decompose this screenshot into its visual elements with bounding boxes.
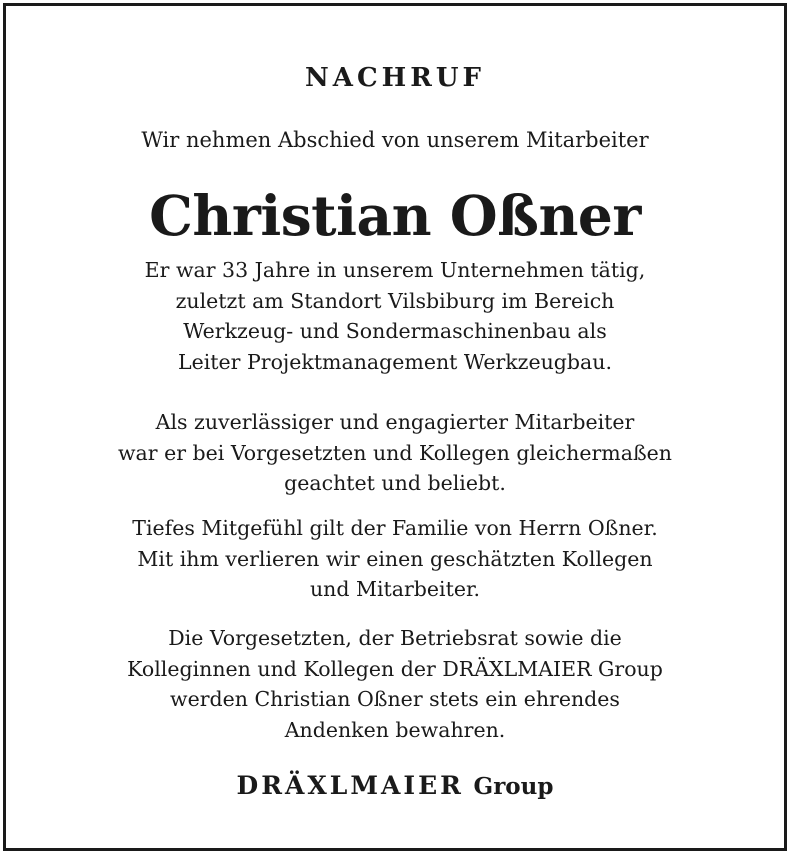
paragraph-line: Kolleginnen und Kollegen der DRÄXLMAIER Group — [127, 656, 663, 681]
obituary-frame — [3, 3, 787, 851]
paragraph-line: Als zuverlässiger und engagierter Mitarbeiter — [155, 410, 635, 434]
paragraph-line: Tiefes Mitgefühl gilt der Familie von Herrn Oßner. — [132, 516, 658, 540]
paragraph-line: Die Vorgesetzten, der Betriebsrat sowie die — [168, 626, 622, 650]
paragraph-line: Leiter Projektmanagement Werkzeugbau. — [177, 349, 612, 374]
company-signature — [6, 766, 784, 809]
deceased-name: Christian Oßner — [149, 183, 641, 248]
paragraph-character — [6, 407, 784, 499]
intro-text: Wir nehmen Abschied von unserem Mitarbeiter — [141, 128, 649, 152]
paragraph-line: und Mitarbeiter. — [309, 577, 481, 601]
paragraph-line: Er war 33 Jahre in unserem Unternehmen tätig, — [144, 258, 646, 282]
signature-company: DRÄXLMAIER — [236, 771, 464, 800]
notice-heading: NACHRUF — [305, 63, 485, 93]
signature-group: Group — [473, 773, 554, 800]
paragraph-career — [6, 255, 784, 377]
paragraph-remembrance — [6, 623, 784, 745]
paragraph-line: geachtet und beliebt. — [284, 471, 506, 495]
paragraph-line: war er bei Vorgesetzten und Kollegen gleichermaßen — [117, 440, 672, 465]
paragraph-line: zuletzt am Standort Vilsbiburg im Bereich — [175, 288, 615, 313]
paragraph-line: Andenken bewahren. — [284, 717, 506, 742]
paragraph-line: Mit ihm verlieren wir einen geschätzten Kollegen — [137, 546, 653, 571]
paragraph-line: werden Christian Oßner stets ein ehrendes — [170, 687, 620, 711]
paragraph-line: Werkzeug- und Sondermaschinenbau als — [183, 319, 607, 343]
paragraph-condolence — [6, 513, 784, 605]
